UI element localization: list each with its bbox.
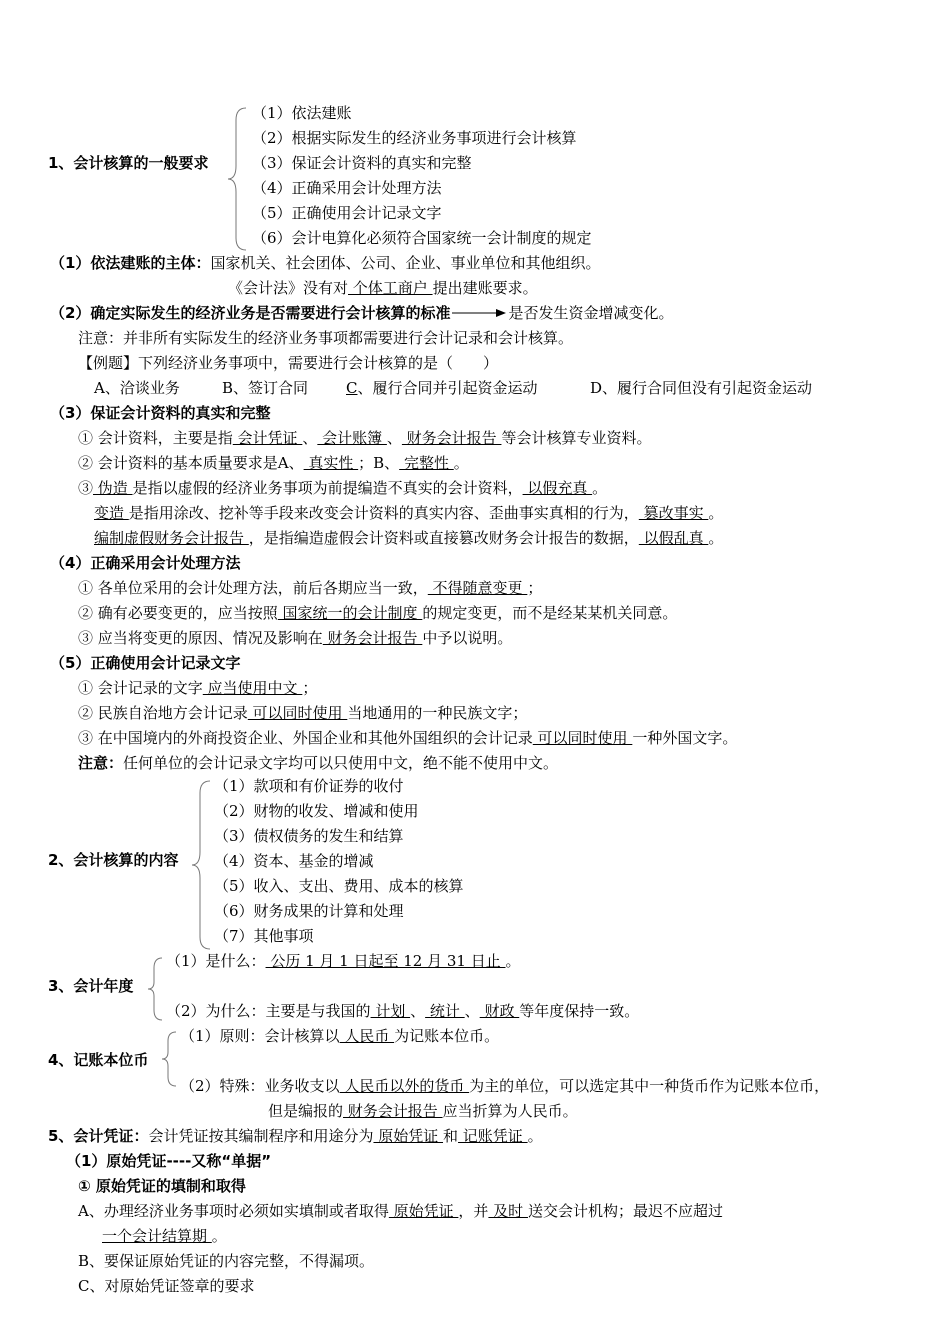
section-1-item-5: （5）正确使用会计记录文字	[252, 204, 442, 222]
para-1-line-2: 《会计法》没有对 个体工商户 提出建账要求。	[228, 279, 538, 297]
section-3-title: 3、会计年度	[48, 977, 134, 995]
para-1-line-1: （1）依法建账的主体：国家机关、社会团体、公司、企业、事业单位和其他组织。	[50, 254, 601, 272]
section-5-item-c: C、对原始凭证签章的要求	[78, 1277, 255, 1295]
section-5-item-a-1: A、办理经济业务事项时必须如实填制或者取得 原始凭证 ，并 及时 送交会计机构；最迟不应超过	[78, 1202, 723, 1220]
section-5-item-b: B、要保证原始凭证的内容完整，不得漏项。	[78, 1252, 375, 1270]
option-d: D、履行合同但没有引起资金运动	[590, 379, 813, 397]
option-a: A、洽谈业务	[94, 379, 180, 397]
para-3-line-4: 变造 是指用涂改、挖补等手段来改变会计资料的真实内容、歪曲事实真相的行为， 篡改事实 。	[94, 504, 724, 522]
brace-section-1	[226, 106, 250, 252]
para-3-line-2: ② 会计资料的基本质量要求是A、 真实性 ；B、 完整性 。	[78, 454, 469, 472]
section-3-line-2: （2）为什么：主要是与我国的 计划 、 统计 、 财政 等年度保持一致。	[166, 1002, 640, 1020]
section-2-title: 2、会计核算的内容	[48, 851, 179, 869]
section-5-item-a-2: 一个会计结算期 。	[102, 1227, 227, 1245]
para-3-line-5: 编制虚假财务会计报告 ，是指编造虚假会计资料或直接篡改财务会计报告的数据， 以假乱真 。	[94, 529, 724, 547]
para-5-line-2: ② 民族自治地方会计记录 可以同时使用 当地通用的一种民族文字；	[78, 704, 528, 722]
section-5-sub-2: ① 原始凭证的填制和取得	[78, 1177, 246, 1195]
section-1-item-2: （2）根据实际发生的经济业务事项进行会计核算	[252, 129, 577, 147]
section-4-title: 4、记账本位币	[48, 1051, 149, 1069]
section-3-line-1: （1）是什么： 公历 1 月 1 日起至 12 月 31 日止 。	[166, 952, 521, 970]
section-1-title: 1、会计核算的一般要求	[48, 154, 209, 172]
section-2-item-7: （7）其他事项	[214, 927, 314, 945]
section-4-line-2: （2）特殊：业务收支以 人民币以外的货币 为主的单位，可以选定其中一种货币作为记账本位币，	[180, 1077, 830, 1095]
para-5-line-3: ③ 在中国境内的外商投资企业、外国企业和其他外国组织的会计记录 可以同时使用 一种外国文字。	[78, 729, 738, 747]
para-3-head: （3）保证会计资料的真实和完整	[50, 404, 271, 422]
para-4-line-1: ① 各单位采用的会计处理方法，前后各期应当一致， 不得随意变更 ；	[78, 579, 543, 597]
para-3-line-3: ③ 伪造 是指以虚假的经济业务事项为前提编造不真实的会计资料， 以假充真 。	[78, 479, 608, 497]
section-2-item-3: （3）债权债务的发生和结算	[214, 827, 404, 845]
para-2-example: 【例题】下列经济业务事项中，需要进行会计核算的是（ ）	[78, 354, 499, 372]
section-1-item-1: （1）依法建账	[252, 104, 352, 122]
brace-section-4	[160, 1030, 180, 1088]
para-4-line-2: ② 确有必要变更的，应当按照 国家统一的会计制度 的规定变更，而不是经某某机关同意。	[78, 604, 678, 622]
para-5-line-1: ① 会计记录的文字 应当使用中文 ；	[78, 679, 318, 697]
para-5-head: （5）正确使用会计记录文字	[50, 654, 241, 672]
option-c: C、履行合同并引起资金运动	[346, 379, 538, 397]
section-2-item-5: （5）收入、支出、费用、成本的核算	[214, 877, 464, 895]
section-1-item-4: （4）正确采用会计处理方法	[252, 179, 442, 197]
section-2-item-4: （4）资本、基金的增减	[214, 852, 374, 870]
section-5-line-1: 5、会计凭证：会计凭证按其编制程序和用途分为 原始凭证 和 记账凭证 。	[48, 1127, 543, 1145]
section-1-item-3: （3）保证会计资料的真实和完整	[252, 154, 472, 172]
section-2-item-6: （6）财务成果的计算和处理	[214, 902, 404, 920]
para-4-head: （4）正确采用会计处理方法	[50, 554, 241, 572]
section-4-line-3: 但是编报的 财务会计报告 应当折算为人民币。	[268, 1102, 578, 1120]
brace-section-3	[146, 956, 166, 1022]
section-2-item-1: （1）款项和有价证券的收付	[214, 777, 404, 795]
para-5-note: 注意：任何单位的会计记录文字均可以只使用中文，绝不能不使用中文。	[78, 754, 559, 772]
para-2-line-1: （2）确定实际发生的经济业务是否需要进行会计核算的标准 是否发生资金增减变化。	[50, 304, 674, 322]
para-4-line-3: ③ 应当将变更的原因、情况及影响在 财务会计报告 中予以说明。	[78, 629, 513, 647]
arrow-icon	[450, 303, 508, 323]
section-1-item-6: （6）会计电算化必须符合国家统一会计制度的规定	[252, 229, 592, 247]
section-2-item-2: （2）财物的收发、增减和使用	[214, 802, 419, 820]
para-3-line-1: ① 会计资料，主要是指 会计凭证 、 会计账簿 、 财务会计报告 等会计核算专业资料。	[78, 429, 652, 447]
option-b: B、签订合同	[222, 379, 309, 397]
section-5-sub-1: （1）原始凭证----又称“单据”	[66, 1152, 272, 1170]
brace-section-2	[190, 779, 214, 951]
para-2-note: 注意：并非所有实际发生的经济业务事项都需要进行会计记录和会计核算。	[78, 329, 574, 347]
section-4-line-1: （1）原则：会计核算以 人民币 为记账本位币。	[180, 1027, 500, 1045]
